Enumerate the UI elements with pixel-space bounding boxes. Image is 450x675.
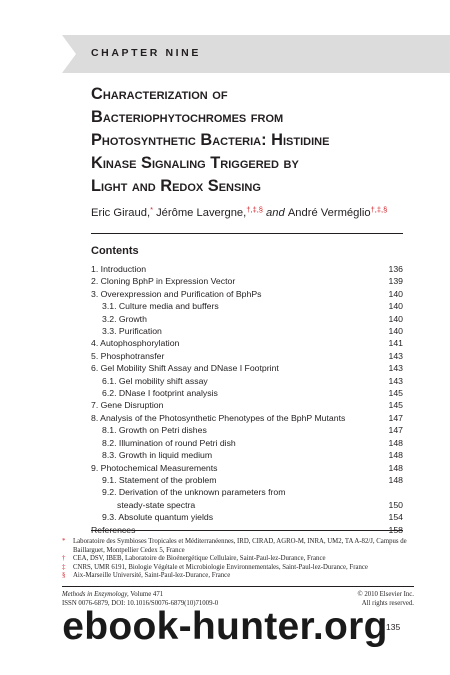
- title-line: Light and Redox Sensing: [91, 177, 261, 195]
- chapter-band-notch: [62, 35, 76, 73]
- toc-entry: [91, 300, 403, 312]
- chapter-label: CHAPTER NINE: [91, 47, 201, 59]
- footnote-mark: §: [62, 572, 66, 579]
- meta-row: [62, 591, 414, 600]
- affiliation-mark: *: [150, 205, 153, 214]
- table-of-contents: [91, 263, 403, 536]
- toc-entry-title: 1. Introduction: [91, 264, 147, 274]
- rights: All rights reserved.: [361, 599, 414, 607]
- toc-entry-page: 154: [388, 512, 403, 523]
- toc-entry-page: 140: [388, 313, 403, 324]
- title-line: Characterization of: [91, 85, 228, 103]
- toc-entry-page: 148: [388, 450, 403, 461]
- toc-entry: [91, 424, 403, 436]
- toc-entry-page: 139: [388, 276, 403, 287]
- toc-entry-title: 8.1. Growth on Petri dishes: [102, 425, 207, 436]
- toc-entry-title: 3.2. Growth: [102, 313, 147, 324]
- toc-entry-page: 148: [388, 437, 403, 448]
- affiliation-footnotes: [62, 538, 414, 581]
- footnote-text: Aix-Marseille Université, Saint-Paul-lez-Durance, France: [73, 572, 231, 579]
- footnote: [62, 555, 414, 564]
- toc-entry: [91, 313, 403, 325]
- toc-entry-page: 145: [388, 388, 403, 399]
- toc-entry-title: 3. Overexpression and Purification of BphPs: [91, 288, 262, 299]
- toc-entry: [91, 288, 403, 300]
- footnote-text: CEA, DSV, IBEB, Laboratoire de Bioénergétique Cellulaire, Saint-Paul-lez-Durance, France: [73, 555, 326, 562]
- toc-entry-title: 3.1. Culture media and buffers: [102, 301, 219, 312]
- toc-entry: [91, 350, 403, 362]
- toc-entry-page: 140: [388, 326, 403, 337]
- toc-entry-title: 5. Phosphotransfer: [91, 350, 165, 361]
- footnote-text: CNRS, UMR 6191, Biologie Végétale et Microbiologie Environnementales, Saint-Paul-lez-Durance, France: [73, 563, 368, 571]
- toc-entry-page: 140: [388, 301, 403, 312]
- toc-entry-title: 9. Photochemical Measurements: [91, 462, 218, 473]
- toc-entry-page: 141: [388, 338, 403, 349]
- toc-entry-page: 143: [388, 375, 403, 386]
- toc-entry-title: 9.3. Absolute quantum yields: [102, 512, 214, 523]
- author-name: Eric Giraud,: [91, 207, 151, 219]
- chapter-title: [91, 83, 441, 198]
- toc-entry-title: 2. Cloning BphP in Expression Vector: [91, 276, 236, 287]
- affiliation-mark: †,‡,§: [246, 205, 263, 214]
- toc-entry-page: 145: [388, 400, 403, 411]
- toc-entry: [91, 362, 403, 374]
- toc-entry-title: 7. Gene Disruption: [91, 400, 164, 411]
- toc-entry-page: 147: [388, 425, 403, 436]
- journal-name: Methods in Enzymology,: [62, 591, 129, 598]
- toc-entry-title: 3.3. Purification: [102, 326, 162, 337]
- toc-entry-title: 8. Analysis of the Photosynthetic Phenotypes of the BphP Mutants: [91, 412, 346, 423]
- author-name: André Verméglio: [287, 207, 371, 219]
- toc-entry: [91, 387, 403, 399]
- issn-doi: ISSN 0076-6879, DOI: 10.1016/S0076-6879(10)71009-0: [62, 599, 219, 607]
- title-line: Bacteriophytochromes from: [91, 108, 284, 126]
- toc-entry-page: 140: [388, 288, 403, 299]
- affiliation-mark: †,‡,§: [370, 205, 388, 214]
- divider: [62, 586, 414, 587]
- watermark-logo: ebook-hunter.org: [62, 605, 388, 648]
- copyright: © 2010 Elsevier Inc.: [357, 591, 414, 598]
- toc-entry: [91, 449, 403, 461]
- author-list: [91, 205, 387, 219]
- toc-entry: [91, 462, 403, 474]
- toc-entry: [91, 437, 403, 449]
- toc-entry: [91, 499, 403, 511]
- toc-entry-page: 148: [388, 462, 403, 473]
- toc-entry-title: 9.1. Statement of the problem: [102, 474, 217, 485]
- footnote-text: Laboratoire des Symbioses Tropicales et Méditerranéennes, IRD, CIRAD, AGRO-M, INRA, UM2, TA A-82/J, Campus de Baillarguet, Montpellier Cedex 5, France: [73, 538, 407, 554]
- divider: [91, 233, 403, 234]
- toc-entry-title: 9.2. Derivation of the unknown parameters from: [102, 487, 286, 498]
- toc-entry: [91, 486, 403, 498]
- toc-entry-title: 6.2. DNase I footprint analysis: [102, 388, 218, 399]
- title-line: Kinase Signaling Triggered by: [91, 154, 299, 172]
- toc-entry-title: References: [91, 524, 136, 535]
- title-line: Photosynthetic Bacteria: Histidine: [91, 131, 330, 149]
- contents-heading: Contents: [91, 245, 139, 257]
- toc-entry: [91, 325, 403, 337]
- journal-volume: Volume 471: [128, 591, 164, 598]
- divider: [91, 530, 403, 531]
- toc-entry: [91, 511, 403, 523]
- toc-entry-page: 147: [388, 412, 403, 423]
- toc-entry-page: 143: [388, 350, 403, 361]
- toc-entry-page: 158: [388, 524, 403, 535]
- toc-entry-title: 6.1. Gel mobility shift assay: [102, 375, 208, 386]
- toc-entry: [91, 263, 403, 275]
- toc-entry-page: 148: [388, 474, 403, 485]
- page-number: 135: [386, 622, 401, 632]
- author-conjunction: and: [262, 207, 288, 219]
- toc-entry: [91, 337, 403, 349]
- toc-entry: [91, 412, 403, 424]
- toc-entry-title: 4. Autophosphorylation: [91, 338, 180, 349]
- toc-entry-title: 8.3. Growth in liquid medium: [102, 450, 213, 461]
- toc-entry: [91, 275, 403, 287]
- footnote-mark: †: [62, 555, 66, 562]
- toc-entry-page: 136: [388, 264, 403, 274]
- author-name: Jérôme Lavergne,: [152, 207, 247, 219]
- toc-entry: [91, 375, 403, 387]
- footnote-mark: *: [62, 538, 66, 545]
- footnote: [62, 572, 414, 581]
- footnote: [62, 538, 414, 555]
- footnote: [62, 564, 414, 573]
- toc-entry-page: 143: [388, 363, 403, 374]
- toc-entry-page: 150: [388, 499, 403, 510]
- footnote-mark: ‡: [62, 563, 66, 571]
- toc-entry: [91, 399, 403, 411]
- toc-entry-title: 8.2. Illumination of round Petri dish: [102, 437, 236, 448]
- toc-entry: [91, 474, 403, 486]
- toc-entry-title: steady-state spectra: [117, 499, 196, 510]
- toc-entry-title: 6. Gel Mobility Shift Assay and DNase I Footprint: [91, 363, 279, 374]
